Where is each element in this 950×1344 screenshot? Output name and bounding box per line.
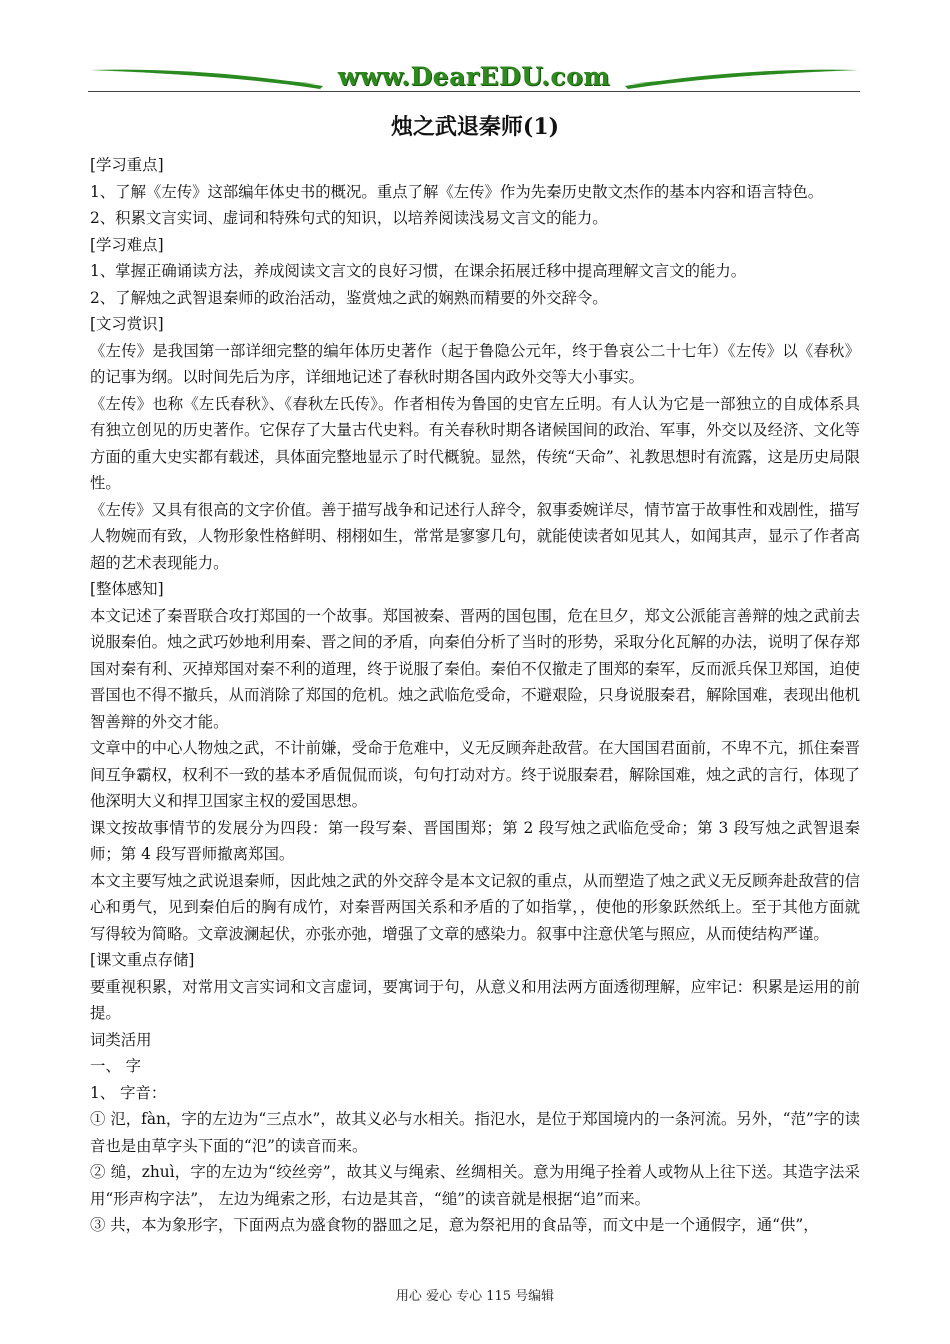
- paragraph: [整体感知]: [90, 580, 164, 598]
- paragraph: 文章中的中心人物烛之武，不计前嫌，受命于危难中，义无反顾奔赴敌营。在大国国君面前，不卑不亢，抓住秦晋间互争霸权，权利不一致的基本矛盾侃侃而谈，句句打动对方。终于说服秦君，解除国难，烛之武的言行，体现了他深明大义和捍卫国家主权的爱国思想。: [90, 739, 860, 810]
- paragraph: [文习赏识]: [90, 315, 164, 333]
- paragraph: ③ 共，本为象形字，下面两点为盛食物的器皿之足，意为祭祀用的食品等，而文中是一个通假字，通“供”，: [90, 1216, 819, 1234]
- paragraph: 《左传》是我国第一部详细完整的编年体历史著作（起于鲁隐公元年，终于鲁哀公二十七年）《左传》以《春秋》的记事为纲。以时间先后为序，详细地记述了春秋时期各国内政外交等大小事实。: [90, 341, 860, 386]
- paragraph: 《左传》又具有很高的文字价值。善于描写战争和记述行人辞令，叙事委婉详尽，情节富于故事性和戏剧性，描写人物婉而有致，人物形象性格鲜明、栩栩如生，常常是寥寥几句，就能使读者如见其人，如闻其声，显示了作者高超的艺术表现能力。: [90, 500, 860, 572]
- header-divider: [88, 91, 860, 92]
- paragraph: 要重视积累，对常用文言实词和文言虚词，要寓词于句，从意义和用法两方面透彻理解，应牢记：积累是运用的前提。: [90, 977, 860, 1022]
- document-body: [90, 152, 860, 1239]
- site-logo-text: www.DearEDU.com: [337, 62, 611, 91]
- paragraph: 1、 字音：: [90, 1083, 167, 1102]
- paragraph: 2、了解烛之武智退秦师的政治活动，鉴赏烛之武的娴熟而精要的外交辞令。: [90, 288, 608, 307]
- paragraph: 本文记述了秦晋联合攻打郑国的一个故事。郑国被秦、晋两的国包围，危在旦夕，郑文公派能言善辩的烛之武前去说服秦伯。烛之武巧妙地利用秦、晋之间的矛盾，向秦伯分析了当时的形势，采取分化瓦解的办法，说明了保存郑国对秦有利、灭掉郑国对秦不利的道理，终于说服了秦伯。秦伯不仅撤走了围郑的秦军，反而派兵保卫郑国，迫使晋国也不得不撤兵，从而消除了郑国的危机。烛之武临危受命，不避艰险，只身说服秦君，解除国难，表现出他机智善辩的外交才能。: [90, 606, 860, 731]
- paragraph: 一、 字: [90, 1057, 142, 1075]
- paragraph: [课文重点存储]: [90, 951, 195, 969]
- paragraph: [学习重点]: [90, 156, 164, 174]
- page-footer: 用心 爱心 专心 115 号编辑: [395, 1289, 555, 1304]
- page-title: 烛之武退秦师(1): [390, 114, 560, 140]
- paragraph: 《左传》也称《左氏春秋》、《春秋左氏传》。作者相传为鲁国的史官左丘明。有人认为它是一部独立的自成体系具有独立创见的历史著作。它保存了大量古代史料。有关春秋时期各诸候国间的政治、军事，外交以及经济、文化等方面的重大史实都有载述，具体面完整地显示了时代概貌。显然，传统“天命”、礼教思想时有流露，这是历史局限性。: [90, 394, 860, 492]
- paragraph: ② 缒，zhuì，字的左边为“绞丝旁”，故其义与绳索、丝绸相关。意为用绳子拴着人或物从上往下送。其造字法采用“形声构字法”， 左边为绳索之形，右边是其音，“缒”的读音就是根据“追”而来。: [90, 1163, 860, 1208]
- paragraph: 本文主要写烛之武说退秦师，因此烛之武的外交辞令是本文记叙的重点，从而塑造了烛之武义无反顾奔赴敌营的信心和勇气，见到秦伯后的胸有成竹，对秦晋两国关系和矛盾的了如指掌，，使他的形象跃然纸上。至于其他方面就写得较为简略。文章波澜起伏，亦张亦弛，增强了文章的感染力。叙事中注意伏笔与照应，从而使结构严谨。: [90, 871, 860, 943]
- site-header-banner: [88, 56, 860, 96]
- paragraph: 1、掌握正确诵读方法，养成阅读文言文的良好习惯，在课余拓展迁移中提高理解文言文的能力。: [90, 262, 747, 280]
- paragraph: 2、积累文言实词、虚词和特殊句式的知识，以培养阅读浅易文言文的能力。: [90, 209, 608, 227]
- paragraph: 课文按故事情节的发展分为四段：第一段写秦、晋国围郑；第 2 段写烛之武临危受命；第 3 段写烛之武智退秦师；第 4 段写晋师撤离郑国。: [90, 818, 860, 863]
- paragraph: 1、了解《左传》这部编年体史书的概况。重点了解《左传》作为先秦历史散文杰作的基本内容和语言特色。: [90, 182, 824, 201]
- paragraph: ① 氾，fàn，字的左边为“三点水”，故其义必与水相关。指氾水，是位于郑国境内的一条河流。另外，“范”字的读音也是由草字头下面的“氾”的读音而来。: [90, 1110, 860, 1155]
- paragraph: 词类活用: [90, 1030, 152, 1049]
- paragraph: [学习难点]: [90, 235, 164, 254]
